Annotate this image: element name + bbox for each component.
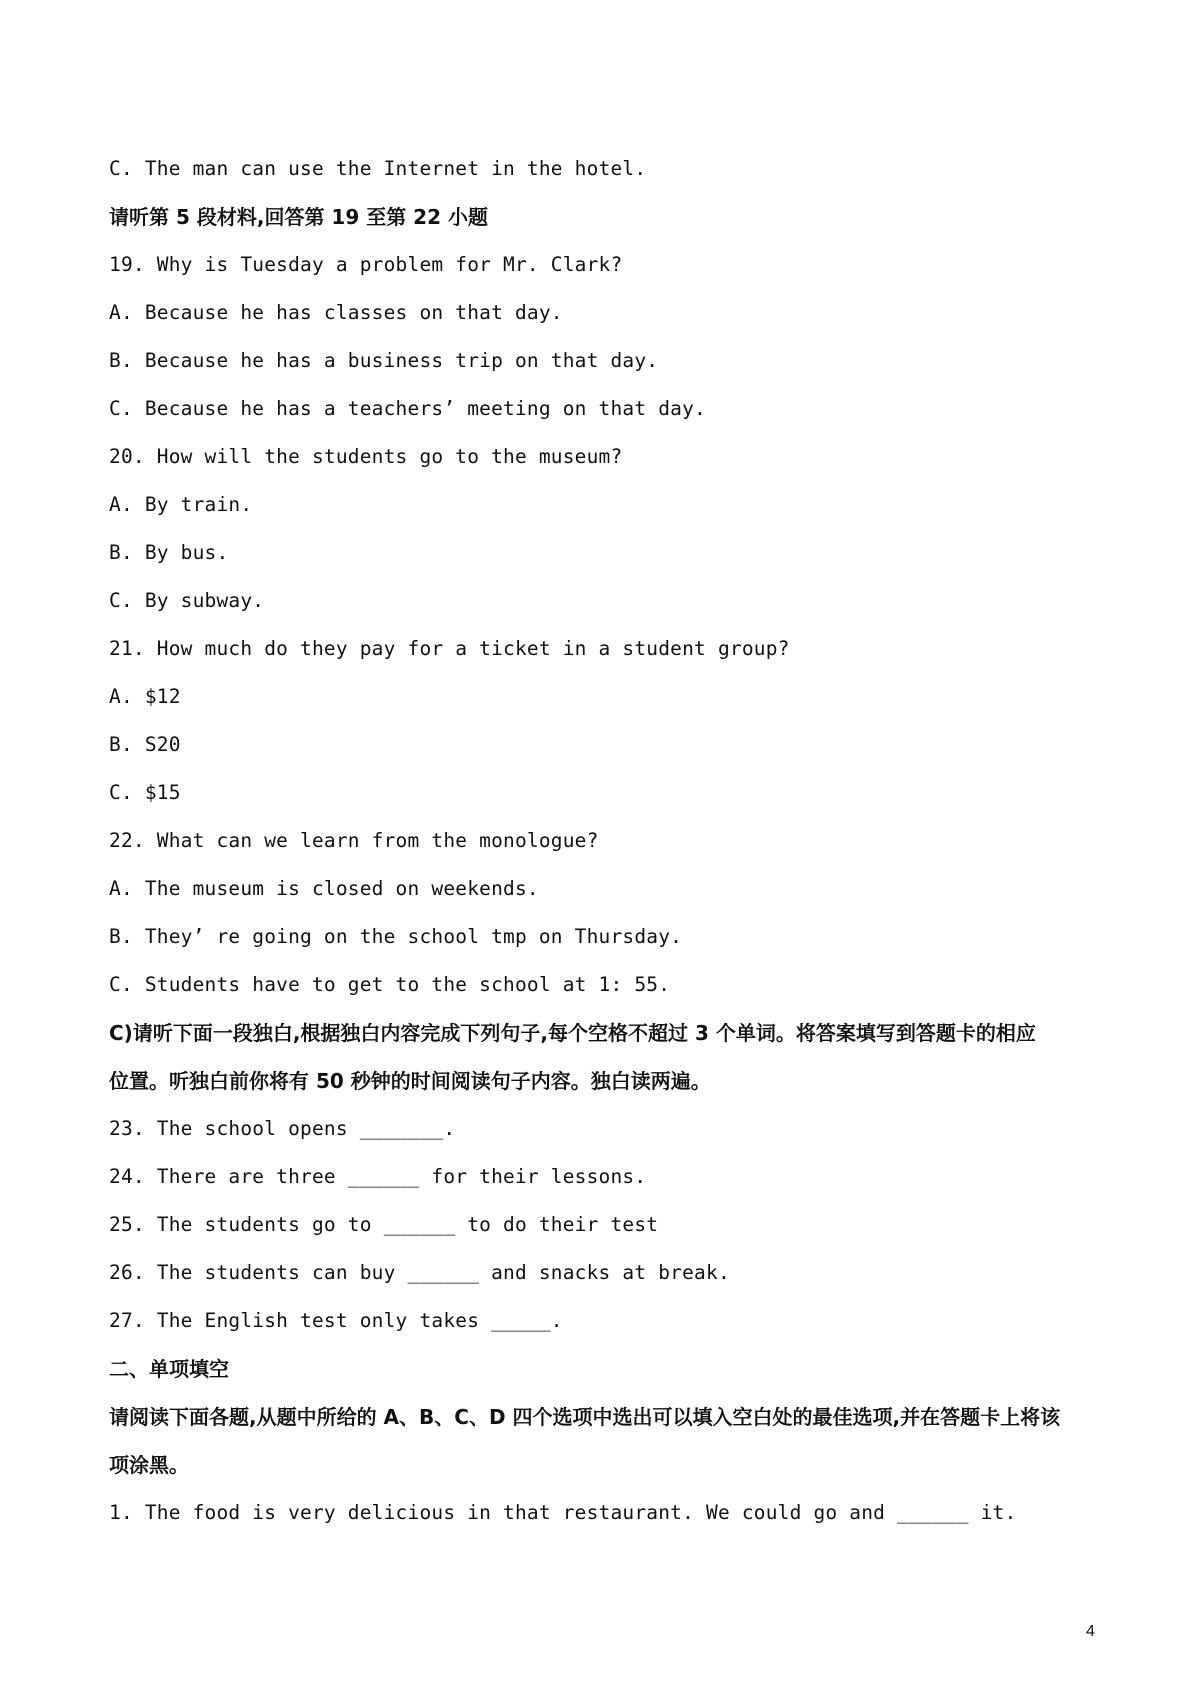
q22-option-a: A. The museum is closed on weekends. <box>109 877 539 900</box>
q19-question: 19. Why is Tuesday a problem for Mr. Clark? <box>109 253 623 276</box>
q22-question: 22. What can we learn from the monologue? <box>109 829 599 852</box>
section-c-instruction-line-2: 位置。听独白前你将有 50 秒钟的时间阅读句子内容。独白读两遍。 <box>109 1069 711 1093</box>
q23-sentence: 23. The school opens _______. <box>109 1117 456 1140</box>
q24-sentence: 24. There are three ______ for their lessons. <box>109 1165 647 1188</box>
q27-sentence: 27. The English test only takes _____. <box>109 1309 563 1332</box>
q21-option-a: A. $12 <box>109 685 181 708</box>
part-2-instruction-line-2: 项涂黑。 <box>109 1453 189 1477</box>
q26-sentence: 26. The students can buy ______ and snacks at break. <box>109 1261 730 1284</box>
q20-option-a: A. By train. <box>109 493 253 516</box>
q21-question: 21. How much do they pay for a ticket in a student group? <box>109 637 790 660</box>
fill-in-q1: 1. The food is very delicious in that restaurant. We could go and ______ it. <box>109 1501 1017 1524</box>
q25-sentence: 25. The students go to ______ to do their test <box>109 1213 659 1236</box>
q21-option-b: B. S20 <box>109 733 181 756</box>
q19-option-c: C. Because he has a teachers’ meeting on that day. <box>109 397 706 420</box>
part-2-heading: 二、单项填空 <box>109 1357 229 1381</box>
part-2-instruction-line-1: 请阅读下面各题,从题中所给的 A、B、C、D 四个选项中选出可以填入空白处的最佳选项,并在答题卡上将该 <box>109 1405 1061 1429</box>
q22-option-c: C. Students have to get to the school at 1: 55. <box>109 973 671 996</box>
q20-option-c: C. By subway. <box>109 589 265 612</box>
q19-option-b: B. Because he has a business trip on that day. <box>109 349 659 372</box>
q20-question: 20. How will the students go to the museum? <box>109 445 623 468</box>
q19-option-a: A. Because he has classes on that day. <box>109 301 563 324</box>
q20-option-b: B. By bus. <box>109 541 229 564</box>
q21-option-c: C. $15 <box>109 781 181 804</box>
q22-option-b: B. They’ re going on the school tmp on Thursday. <box>109 925 683 948</box>
section-c-instruction-line-1: C)请听下面一段独白,根据独白内容完成下列句子,每个空格不超过 3 个单词。将答案填写到答题卡的相应 <box>109 1021 1036 1045</box>
section-5-instruction: 请听第 5 段材料,回答第 19 至第 22 小题 <box>109 205 488 229</box>
q18-option-c: C. The man can use the Internet in the hotel. <box>109 157 647 180</box>
page-number: 4 <box>1086 1623 1095 1640</box>
